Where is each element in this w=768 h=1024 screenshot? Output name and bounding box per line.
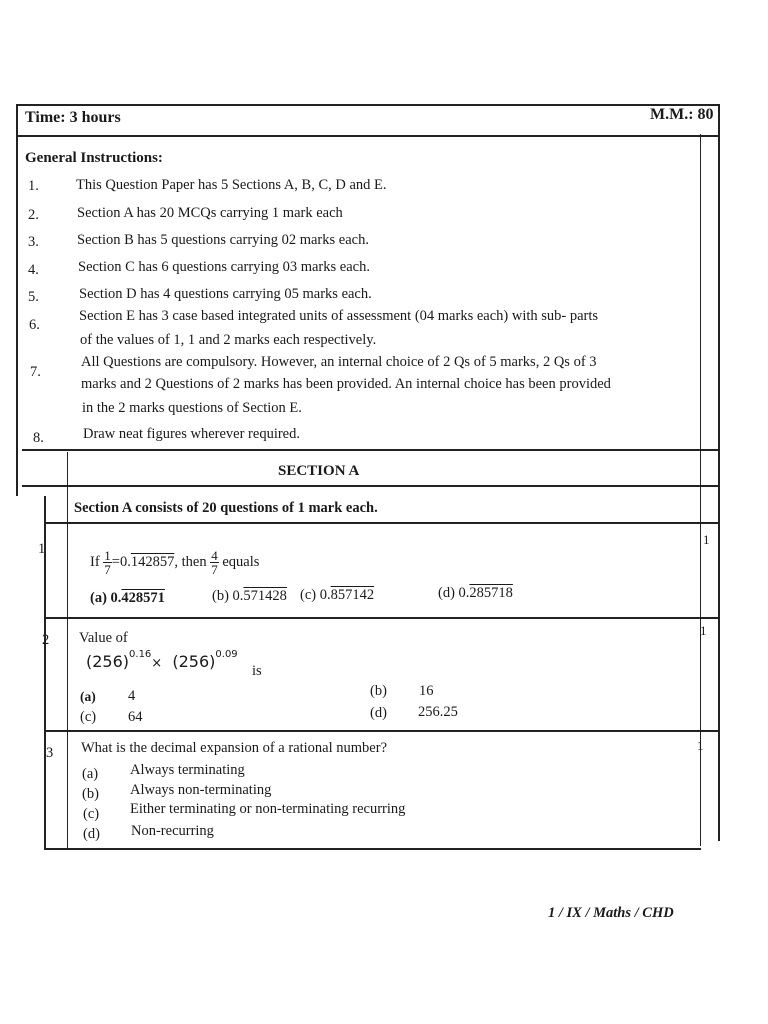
option-value: 256.25 <box>418 704 458 720</box>
option-d[interactable] <box>438 585 513 602</box>
section-subtitle: Section A consists of 20 questions of 1 mark each. <box>74 500 378 516</box>
instruction-text: Section C has 6 questions carrying 03 marks each. <box>78 259 370 275</box>
table-border-left-upper <box>16 104 18 496</box>
option-c[interactable] <box>300 587 374 604</box>
exam-time: Time: 3 hours <box>25 109 121 126</box>
max-marks: M.M.: 80 <box>650 106 714 123</box>
option-label: (d) 0. <box>438 585 470 601</box>
q1-fraction-1 <box>103 549 112 576</box>
q2-is-text: is <box>252 663 262 679</box>
q1-bottom-divider <box>44 617 720 619</box>
instruction-text: marks and 2 Questions of 2 marks has been provided. An internal choice has been provided <box>81 376 611 392</box>
option-label: (c) 0. <box>300 587 331 603</box>
option-value: 16 <box>419 683 434 699</box>
q2-exponent-2: 0.09 <box>215 648 238 660</box>
option-value: 4 <box>128 688 136 704</box>
option-label[interactable]: (b) <box>370 683 387 699</box>
header-row-divider <box>16 135 720 137</box>
q1-fraction-2 <box>210 549 219 576</box>
q1-equals-text: equals <box>222 553 260 570</box>
option-a[interactable] <box>90 590 165 607</box>
q2-base-1: (256) <box>86 652 130 671</box>
instruction-text: in the 2 marks questions of Section E. <box>82 400 302 416</box>
q1-equals-sign: =0. <box>111 553 131 570</box>
instruction-number: 2. <box>28 207 39 223</box>
instruction-text: This Question Paper has 5 Sections A, B, C, D and E. <box>76 177 387 193</box>
section-title: SECTION A <box>278 463 360 479</box>
instructions-title: General Instructions: <box>25 150 163 166</box>
q1-repeating-digits: 142857 <box>130 553 175 570</box>
option-repeating-digits: 285718 <box>469 585 513 601</box>
instruction-number: 5. <box>28 289 39 305</box>
option-repeating-digits: 428571 <box>121 590 165 606</box>
q2-base-2: (256) <box>172 652 216 671</box>
option-label[interactable]: (d) <box>83 826 100 842</box>
instruction-number: 3. <box>28 234 39 250</box>
question-stem <box>90 549 259 576</box>
option-label: (b) 0. <box>212 588 244 604</box>
instruction-number: 8. <box>33 430 44 446</box>
q2-bottom-divider <box>44 730 720 732</box>
question-number: 2 <box>42 632 50 648</box>
fraction-numerator: 4 <box>211 548 218 563</box>
section-title-bottom-divider <box>22 485 720 487</box>
fraction-denominator: 7 <box>104 562 111 577</box>
question-number: 3 <box>46 745 54 761</box>
instruction-text: of the values of 1, 1 and 2 marks each respectively. <box>80 332 377 348</box>
instruction-text: Section B has 5 questions carrying 02 marks each. <box>77 232 369 248</box>
instruction-number: 6. <box>29 317 40 333</box>
option-b[interactable] <box>212 588 287 605</box>
option-value: Always non-terminating <box>130 782 272 798</box>
q1-if-text: If <box>90 553 100 570</box>
instruction-text: Section D has 4 questions carrying 05 marks each. <box>79 286 372 302</box>
option-label[interactable]: (c) <box>83 806 100 822</box>
table-border-bottom <box>44 848 701 850</box>
instruction-number: 1. <box>28 178 39 194</box>
q2-expression <box>86 648 238 671</box>
option-label: (a) 0. <box>90 590 122 606</box>
fraction-denominator: 7 <box>211 562 218 577</box>
fraction-numerator: 1 <box>104 548 111 563</box>
option-value: 64 <box>128 709 143 725</box>
question-stem: Value of <box>79 630 128 646</box>
question-marks: 1 <box>700 623 707 638</box>
option-label[interactable]: (a) <box>80 689 96 704</box>
question-stem: What is the decimal expansion of a rational number? <box>81 740 388 756</box>
instruction-text: Section A has 20 MCQs carrying 1 mark each <box>77 205 343 221</box>
section-subtitle-bottom-divider <box>44 522 720 524</box>
table-border-top <box>16 104 720 106</box>
instruction-text: Section E has 3 case based integrated units of assessment (04 marks each) with sub- parts <box>79 308 599 324</box>
q2-times-sign: × <box>151 656 163 671</box>
instruction-text: All Questions are compulsory. However, an internal choice of 2 Qs of 5 marks, 2 Qs of 3 <box>81 354 597 370</box>
option-label[interactable]: (a) <box>82 766 99 782</box>
instruction-number: 4. <box>28 262 39 278</box>
option-value: Always terminating <box>130 762 245 778</box>
footer-code: 1 / IX / Maths / CHD <box>548 905 674 921</box>
question-marks: 1 <box>703 532 710 547</box>
question-number-column-divider <box>67 452 68 848</box>
option-value: Non-recurring <box>131 823 214 839</box>
q1-then-text: , then <box>174 553 207 570</box>
option-value: Either terminating or non-terminating recurring <box>130 801 406 817</box>
instructions-bottom-divider <box>22 449 720 451</box>
option-repeating-digits: 857142 <box>330 587 375 603</box>
question-marks: 1 <box>697 738 704 753</box>
instruction-text: Draw neat figures wherever required. <box>83 426 300 442</box>
option-label[interactable]: (b) <box>82 786 99 802</box>
option-repeating-digits: 571428 <box>243 588 287 604</box>
instruction-number: 7. <box>30 364 41 380</box>
q2-exponent-1: 0.16 <box>129 648 152 660</box>
question-number: 1 <box>38 541 46 557</box>
option-label[interactable]: (d) <box>370 705 387 721</box>
option-label[interactable]: (c) <box>80 709 97 725</box>
